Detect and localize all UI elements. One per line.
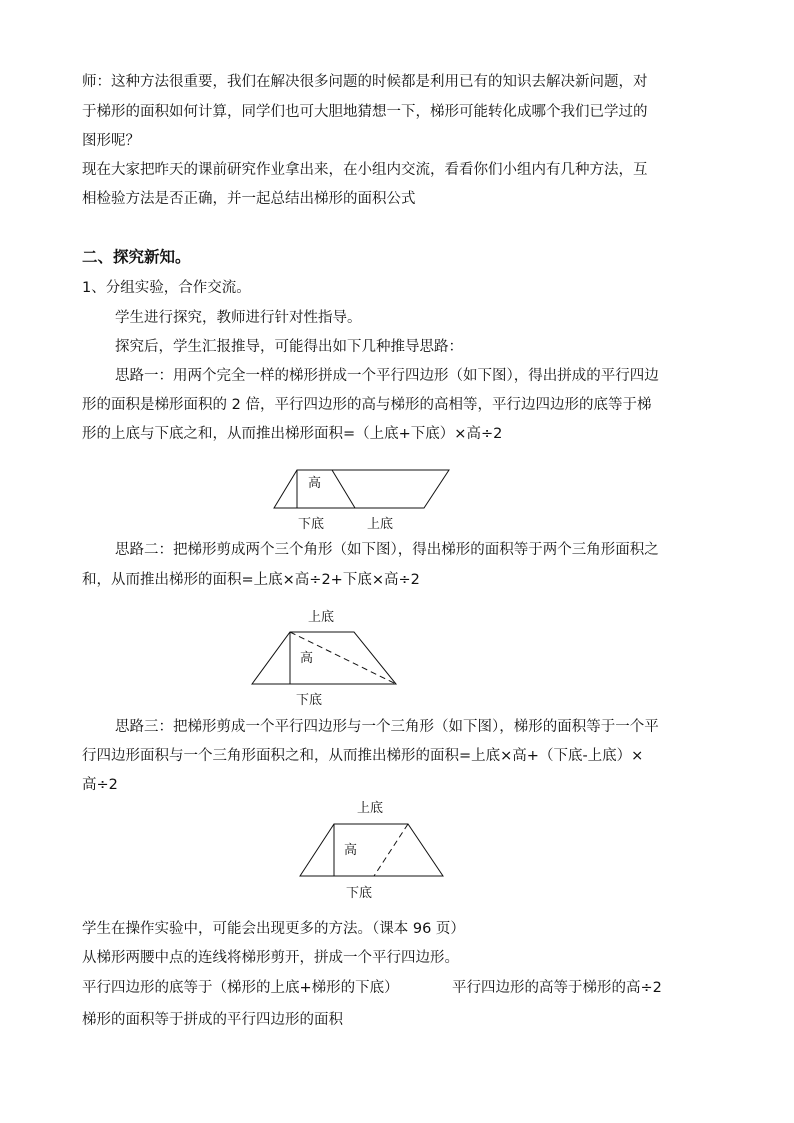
fig2-height-label: 高 (300, 651, 314, 666)
trapezoid-outline (300, 824, 443, 876)
fig1-bottom-label: 下底 (298, 517, 325, 532)
paragraph-base-equation: 平行四边形的底等于（梯形的上底+梯形的下底） (82, 980, 399, 996)
paragraph-explore: 学生进行探究，教师进行针对性指导。 (115, 310, 362, 326)
paragraph-area-equation: 梯形的面积等于拼成的平行四边形的面积 (82, 1012, 343, 1028)
idea1-line-2: 形的面积是梯形面积的 2 倍，平行四边形的高与梯形的高相等，平行边四边形的底等于梯 (82, 397, 652, 413)
idea1-line-1: 思路一：用两个完全一样的梯形拼成一个平行四边形（如下图），得出拼成的平行四边 (115, 368, 659, 384)
fig3-top-label: 上底 (357, 801, 384, 816)
paragraph-report: 探究后，学生汇报推导，可能得出如下几种推导思路： (115, 339, 463, 355)
section-heading: 二、探究新知。 (82, 248, 191, 266)
parallelogram-outline (274, 470, 449, 508)
idea1-line-3: 形的上底与下底之和，从而推出梯形面积=（上底+下底）×高÷2 (82, 426, 503, 442)
trapezoid-outline (252, 632, 396, 684)
idea2-line-2: 和，从而推出梯形的面积=上底×高÷2+下底×高÷2 (82, 572, 420, 588)
intro-line-4: 现在大家把昨天的课前研究作业拿出来，在小组内交流，看看你们小组内有几种方法，互 (82, 162, 648, 178)
fig3-bottom-label: 下底 (346, 886, 373, 901)
idea3-line-3: 高÷2 (82, 777, 118, 793)
fig3-height-label: 高 (344, 843, 358, 858)
idea2-line-1: 思路二：把梯形剪成两个三个角形（如下图），得出梯形的面积等于两个三角形面积之 (115, 542, 659, 558)
subsection-heading: 1、分组实验，合作交流。 (82, 280, 251, 296)
fig2-bottom-label: 下底 (296, 693, 323, 708)
idea3-line-1: 思路三：把梯形剪成一个平行四边形与一个三角形（如下图），梯形的面积等于一个平 (115, 719, 659, 735)
intro-line-1: 师：这种方法很重要，我们在解决很多问题的时候都是利用已有的知识去解决新问题，对 (82, 74, 648, 90)
fig1-height-label: 高 (308, 476, 322, 491)
fig1-top-label: 上底 (367, 517, 394, 532)
trapezoid-split-line (332, 470, 355, 508)
intro-line-5: 相检验方法是否正确，并一起总结出梯形的面积公式 (82, 191, 416, 207)
paragraph-midline-cut: 从梯形两腰中点的连线将梯形剪开，拼成一个平行四边形。 (82, 950, 459, 966)
paragraph-more-methods: 学生在操作实验中，可能会出现更多的方法。（课本 96 页） (82, 921, 465, 937)
figure-parallelogram (274, 470, 449, 508)
intro-line-3: 图形呢？ (82, 133, 140, 149)
idea3-line-2: 行四边形面积与一个三角形面积之和，从而推出梯形的面积=上底×高+（下底-上底）× (82, 748, 644, 764)
paragraph-height-equation: 平行四边形的高等于梯形的高÷2 (452, 980, 662, 996)
fig2-top-label: 上底 (308, 610, 335, 625)
figure-parallelogram-triangle (300, 824, 443, 876)
cut-dashed-line (374, 824, 408, 876)
intro-line-2: 于梯形的面积如何计算，同学们也可大胆地猜想一下，梯形可能转化成哪个我们已学过的 (82, 104, 648, 120)
figure-two-triangles (252, 632, 396, 684)
